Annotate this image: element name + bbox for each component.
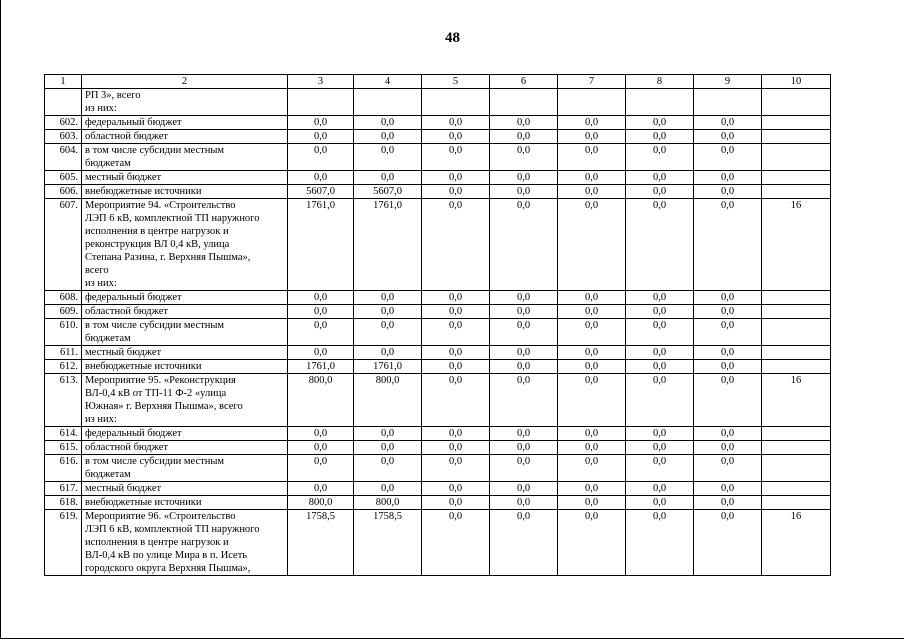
description-cell: местный бюджет (82, 346, 288, 360)
value-cell: 0,0 (288, 130, 354, 144)
value-cell: 5607,0 (288, 185, 354, 199)
value-cell: 0,0 (490, 360, 558, 374)
row-number-cell: 614. (45, 427, 82, 441)
value-cell: 0,0 (422, 346, 490, 360)
table-row (45, 496, 831, 510)
column-header: 7 (558, 75, 626, 89)
value-cell: 0,0 (694, 171, 762, 185)
value-cell: 16 (762, 374, 831, 427)
value-cell: 1761,0 (354, 199, 422, 291)
value-cell: 0,0 (490, 455, 558, 482)
description-cell: в том числе субсидии местным бюджетам (82, 319, 288, 346)
column-header: 6 (490, 75, 558, 89)
value-cell: 0,0 (558, 171, 626, 185)
description-cell: областной бюджет (82, 441, 288, 455)
budget-table (44, 74, 831, 576)
value-cell: 0,0 (490, 427, 558, 441)
value-cell: 800,0 (288, 374, 354, 427)
value-cell (558, 89, 626, 116)
value-cell: 0,0 (694, 346, 762, 360)
value-cell: 0,0 (288, 291, 354, 305)
value-cell (762, 305, 831, 319)
row-number-cell: 609. (45, 305, 82, 319)
value-cell: 0,0 (694, 482, 762, 496)
value-cell: 0,0 (694, 360, 762, 374)
value-cell: 0,0 (490, 116, 558, 130)
value-cell: 0,0 (490, 185, 558, 199)
value-cell: 0,0 (490, 291, 558, 305)
value-cell: 0,0 (422, 199, 490, 291)
table-row (45, 185, 831, 199)
header-row (45, 75, 831, 89)
value-cell: 16 (762, 199, 831, 291)
value-cell: 0,0 (558, 199, 626, 291)
column-header: 1 (45, 75, 82, 89)
column-header: 10 (762, 75, 831, 89)
column-header: 5 (422, 75, 490, 89)
description-cell: местный бюджет (82, 482, 288, 496)
table-row (45, 510, 831, 576)
value-cell: 0,0 (694, 199, 762, 291)
value-cell: 0,0 (354, 346, 422, 360)
value-cell: 1758,5 (354, 510, 422, 576)
table-row (45, 455, 831, 482)
table-row (45, 89, 831, 116)
value-cell: 0,0 (288, 441, 354, 455)
value-cell: 0,0 (354, 319, 422, 346)
value-cell: 0,0 (558, 144, 626, 171)
row-number-cell: 602. (45, 116, 82, 130)
value-cell: 0,0 (422, 496, 490, 510)
value-cell (762, 291, 831, 305)
value-cell: 0,0 (422, 185, 490, 199)
value-cell (762, 130, 831, 144)
description-cell: внебюджетные источники (82, 360, 288, 374)
table-row (45, 346, 831, 360)
value-cell: 0,0 (694, 455, 762, 482)
table-row (45, 130, 831, 144)
description-cell: федеральный бюджет (82, 116, 288, 130)
value-cell: 1758,5 (288, 510, 354, 576)
value-cell: 0,0 (288, 116, 354, 130)
value-cell: 0,0 (490, 171, 558, 185)
value-cell: 0,0 (354, 144, 422, 171)
value-cell: 0,0 (626, 482, 694, 496)
description-cell: федеральный бюджет (82, 427, 288, 441)
value-cell: 0,0 (558, 185, 626, 199)
value-cell (422, 89, 490, 116)
table-row (45, 441, 831, 455)
table-row (45, 427, 831, 441)
value-cell: 0,0 (558, 496, 626, 510)
value-cell: 0,0 (626, 427, 694, 441)
value-cell: 800,0 (288, 496, 354, 510)
column-header: 3 (288, 75, 354, 89)
table-row (45, 319, 831, 346)
column-header: 8 (626, 75, 694, 89)
value-cell: 0,0 (626, 116, 694, 130)
value-cell (762, 455, 831, 482)
value-cell: 0,0 (558, 291, 626, 305)
description-cell: Мероприятие 96. «Строительство ЛЭП 6 кВ, комплектной ТП наружного исполнения в центре нагрузок и ВЛ-0,4 кВ по улице Мира в п. Исеть городского округа Верхняя Пышма», (82, 510, 288, 576)
value-cell: 0,0 (288, 319, 354, 346)
value-cell: 800,0 (354, 496, 422, 510)
row-number-cell: 610. (45, 319, 82, 346)
description-cell: Мероприятие 94. «Строительство ЛЭП 6 кВ, комплектной ТП наружного исполнения в центре нагрузок и реконструкция ВЛ 0,4 кВ, улица Степана Разина, г. Верхняя Пышма», всего из них: (82, 199, 288, 291)
value-cell (626, 89, 694, 116)
value-cell: 0,0 (694, 305, 762, 319)
description-cell: в том числе субсидии местным бюджетам (82, 144, 288, 171)
value-cell (762, 441, 831, 455)
value-cell: 0,0 (422, 482, 490, 496)
value-cell: 0,0 (490, 496, 558, 510)
value-cell: 0,0 (694, 427, 762, 441)
value-cell (762, 319, 831, 346)
value-cell: 16 (762, 510, 831, 576)
value-cell: 0,0 (288, 482, 354, 496)
value-cell: 0,0 (354, 482, 422, 496)
value-cell: 0,0 (490, 144, 558, 171)
value-cell: 0,0 (288, 171, 354, 185)
value-cell: 0,0 (490, 319, 558, 346)
table-row (45, 116, 831, 130)
value-cell: 0,0 (288, 305, 354, 319)
table-row (45, 291, 831, 305)
value-cell: 0,0 (626, 199, 694, 291)
value-cell: 0,0 (626, 144, 694, 171)
value-cell: 0,0 (422, 510, 490, 576)
value-cell: 0,0 (558, 346, 626, 360)
value-cell: 0,0 (558, 510, 626, 576)
value-cell: 0,0 (626, 346, 694, 360)
value-cell: 0,0 (558, 455, 626, 482)
row-number-cell: 607. (45, 199, 82, 291)
value-cell: 0,0 (490, 305, 558, 319)
value-cell: 0,0 (626, 496, 694, 510)
value-cell: 0,0 (558, 305, 626, 319)
value-cell: 0,0 (694, 130, 762, 144)
value-cell: 0,0 (422, 305, 490, 319)
value-cell: 0,0 (422, 427, 490, 441)
table-row (45, 482, 831, 496)
value-cell: 0,0 (558, 130, 626, 144)
value-cell (762, 89, 831, 116)
value-cell: 0,0 (694, 510, 762, 576)
row-number-cell: 617. (45, 482, 82, 496)
value-cell (762, 171, 831, 185)
value-cell: 0,0 (626, 171, 694, 185)
value-cell (762, 116, 831, 130)
row-number-cell: 613. (45, 374, 82, 427)
row-number-cell: 604. (45, 144, 82, 171)
row-number-cell: 611. (45, 346, 82, 360)
value-cell: 0,0 (288, 455, 354, 482)
description-cell: внебюджетные источники (82, 496, 288, 510)
value-cell: 0,0 (354, 291, 422, 305)
description-cell: внебюджетные источники (82, 185, 288, 199)
value-cell: 0,0 (422, 130, 490, 144)
value-cell: 0,0 (694, 291, 762, 305)
value-cell: 0,0 (422, 319, 490, 346)
value-cell: 0,0 (626, 305, 694, 319)
value-cell (354, 89, 422, 116)
value-cell: 0,0 (422, 171, 490, 185)
row-number-cell: 608. (45, 291, 82, 305)
value-cell: 0,0 (694, 441, 762, 455)
table-row (45, 199, 831, 291)
value-cell: 0,0 (490, 441, 558, 455)
value-cell: 0,0 (558, 360, 626, 374)
value-cell: 0,0 (694, 374, 762, 427)
description-cell: Мероприятие 95. «Реконструкция ВЛ-0,4 кВ от ТП-11 Ф-2 «улица Южная» г. Верхняя Пышма», всего из них: (82, 374, 288, 427)
value-cell: 800,0 (354, 374, 422, 427)
value-cell (762, 427, 831, 441)
table-row (45, 374, 831, 427)
value-cell: 0,0 (354, 305, 422, 319)
value-cell: 0,0 (694, 185, 762, 199)
value-cell: 1761,0 (354, 360, 422, 374)
value-cell: 0,0 (288, 346, 354, 360)
row-number-cell: 605. (45, 171, 82, 185)
row-number-cell: 606. (45, 185, 82, 199)
value-cell: 0,0 (288, 144, 354, 171)
description-cell: областной бюджет (82, 130, 288, 144)
value-cell (762, 482, 831, 496)
value-cell: 0,0 (694, 319, 762, 346)
row-number-cell: 616. (45, 455, 82, 482)
value-cell: 0,0 (694, 496, 762, 510)
table-body (45, 89, 831, 576)
description-cell: местный бюджет (82, 171, 288, 185)
row-number-cell: 618. (45, 496, 82, 510)
value-cell: 0,0 (288, 427, 354, 441)
value-cell: 0,0 (490, 510, 558, 576)
value-cell: 0,0 (626, 291, 694, 305)
value-cell (762, 496, 831, 510)
value-cell (490, 89, 558, 116)
value-cell: 0,0 (558, 374, 626, 427)
value-cell: 0,0 (422, 291, 490, 305)
value-cell: 0,0 (490, 130, 558, 144)
value-cell: 0,0 (354, 171, 422, 185)
value-cell: 0,0 (422, 441, 490, 455)
table-row (45, 171, 831, 185)
value-cell: 0,0 (558, 482, 626, 496)
value-cell: 0,0 (558, 441, 626, 455)
value-cell: 0,0 (558, 427, 626, 441)
value-cell: 0,0 (422, 116, 490, 130)
column-header: 2 (82, 75, 288, 89)
value-cell: 0,0 (626, 441, 694, 455)
value-cell (762, 346, 831, 360)
value-cell: 0,0 (490, 199, 558, 291)
value-cell: 0,0 (626, 455, 694, 482)
value-cell: 0,0 (626, 360, 694, 374)
value-cell: 0,0 (354, 130, 422, 144)
value-cell: 1761,0 (288, 360, 354, 374)
value-cell: 0,0 (422, 360, 490, 374)
value-cell: 0,0 (354, 441, 422, 455)
description-cell: РП 3», всего из них: (82, 89, 288, 116)
value-cell: 0,0 (422, 144, 490, 171)
value-cell: 1761,0 (288, 199, 354, 291)
table-row (45, 360, 831, 374)
description-cell: в том числе субсидии местным бюджетам (82, 455, 288, 482)
value-cell (288, 89, 354, 116)
value-cell: 5607,0 (354, 185, 422, 199)
table-row (45, 305, 831, 319)
value-cell: 0,0 (354, 455, 422, 482)
row-number-cell: 603. (45, 130, 82, 144)
value-cell: 0,0 (490, 482, 558, 496)
description-cell: областной бюджет (82, 305, 288, 319)
value-cell: 0,0 (422, 374, 490, 427)
value-cell: 0,0 (626, 374, 694, 427)
value-cell: 0,0 (422, 455, 490, 482)
value-cell: 0,0 (354, 427, 422, 441)
value-cell: 0,0 (694, 144, 762, 171)
value-cell: 0,0 (490, 374, 558, 427)
page-number: 48 (445, 30, 460, 46)
value-cell: 0,0 (626, 130, 694, 144)
value-cell (694, 89, 762, 116)
row-number-cell: 612. (45, 360, 82, 374)
value-cell (762, 144, 831, 171)
value-cell: 0,0 (626, 319, 694, 346)
value-cell: 0,0 (558, 319, 626, 346)
value-cell (762, 360, 831, 374)
value-cell: 0,0 (626, 185, 694, 199)
row-number-cell: 619. (45, 510, 82, 576)
value-cell (762, 185, 831, 199)
value-cell: 0,0 (558, 116, 626, 130)
column-header: 4 (354, 75, 422, 89)
column-header: 9 (694, 75, 762, 89)
value-cell: 0,0 (626, 510, 694, 576)
value-cell: 0,0 (490, 346, 558, 360)
row-number-cell: 615. (45, 441, 82, 455)
value-cell: 0,0 (694, 116, 762, 130)
value-cell: 0,0 (354, 116, 422, 130)
table-row (45, 144, 831, 171)
description-cell: федеральный бюджет (82, 291, 288, 305)
row-number-cell (45, 89, 82, 116)
